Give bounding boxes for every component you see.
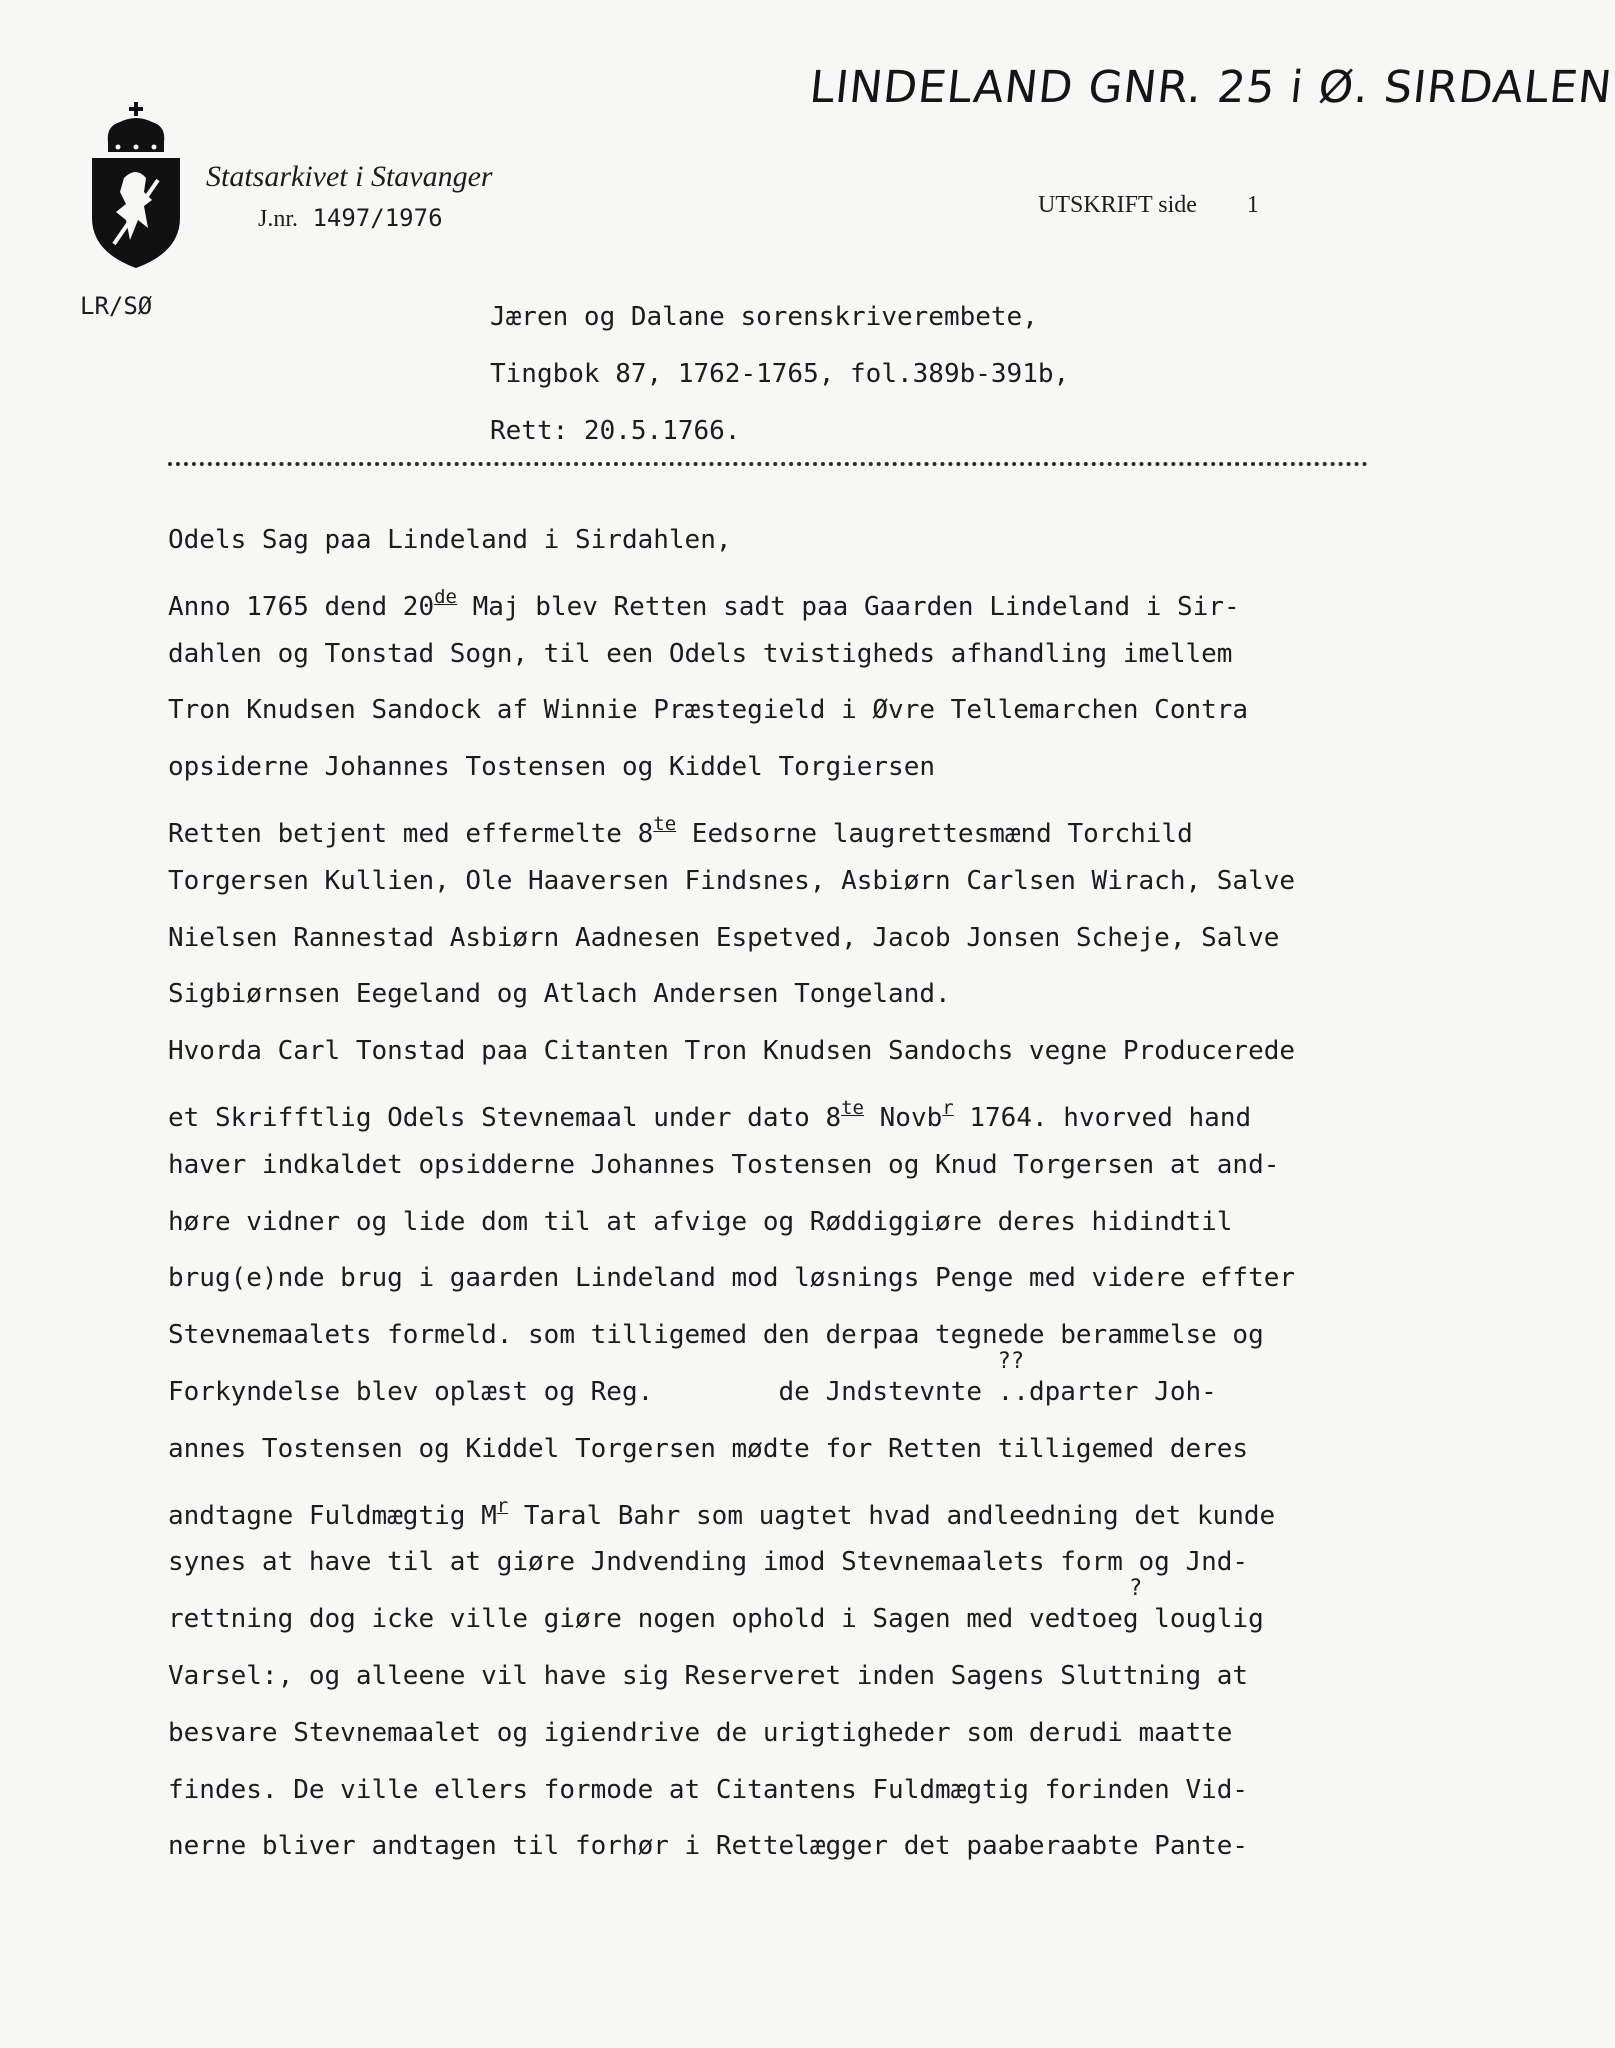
text-line: Tron Knudsen Sandock af Winnie Præstegield i Øvre Tellemarchen Contra bbox=[168, 695, 1249, 726]
transcription-body bbox=[168, 512, 1295, 1875]
uncertain-mark: ? bbox=[1128, 1576, 1143, 1602]
page-header bbox=[1038, 192, 1259, 219]
text-line: besvare Stevnemaalet og igiendrive de urigtigheder som derudi maatte bbox=[168, 1717, 1233, 1748]
text-line: Retten betjent med effermelte $8^{te}$ Eedsorne laugrettesmænd Torchild bbox=[168, 812, 1193, 849]
jnr-label: J.nr. bbox=[258, 206, 299, 232]
source-line: Tingbok 87, 1762-1765, fol.389b-391b, bbox=[490, 359, 1070, 389]
text-line: Sigbiørnsen Eegeland og Atlach Andersen Tongeland. bbox=[168, 979, 951, 1010]
archive-name: Statsarkivet i Stavanger bbox=[206, 160, 493, 193]
text-line: Varsel:, og alleene vil have sig Reserveret inden Sagens Sluttning at bbox=[168, 1660, 1249, 1691]
text-line: annes Tostensen og Kiddel Torgersen mødte for Retten tilligemed deres bbox=[168, 1433, 1249, 1464]
source-line: Rett: 20.5.1766. bbox=[490, 416, 741, 446]
text-line: opsiderne Johannes Tostensen og Kiddel Torgiersen bbox=[168, 752, 936, 783]
text-line: Anno 1765 dend 20de Maj blev Retten sadt paa Gaarden Lindeland i Sir- bbox=[168, 585, 1240, 622]
initials: LR/SØ bbox=[80, 292, 153, 320]
text-line: høre vidner og lide dom til at afvige og Røddiggiøre deres hidindtil bbox=[168, 1206, 1233, 1237]
text-line: haver indkaldet opsidderne Johannes Tostensen og Knud Torgersen at and- bbox=[168, 1149, 1280, 1180]
text-line: rettning dog icke ville giøre nogen ophold i Sagen med ? vedtoeg louglig bbox=[168, 1591, 1295, 1648]
text-line: synes at have til at giøre Jndvending imod Stevnemaalets form og Jnd- bbox=[168, 1547, 1249, 1578]
text-line: Hvorda Carl Tonstad paa Citanten Tron Knudsen Sandochs vegne Producerede bbox=[168, 1036, 1296, 1067]
text-line: Forkyndelse blev oplæst og Reg. de Jndstevnte ?? ..dparter Joh- bbox=[168, 1364, 1295, 1421]
text-line: et Skrifftlig Odels Stevnemaal under dato $8^{te}$ Novb$^r$ 1764. hvorved hand bbox=[168, 1096, 1252, 1133]
page-number: 1 bbox=[1246, 192, 1259, 218]
jnr-value: 1497/1976 bbox=[312, 204, 443, 232]
journal-number bbox=[258, 204, 443, 233]
text-line: andtagne Fuldmægtig $M^r$ Taral Bahr som uagtet hvad andleedning det kunde bbox=[168, 1494, 1276, 1531]
text-line: nerne bliver andtagen til forhør i Rettelægger det paaberaabte Pante- bbox=[168, 1831, 1249, 1862]
text-line: brug(e)nde brug i gaarden Lindeland mod løsnings Penge med videre effter bbox=[168, 1263, 1296, 1294]
text-line: Torgersen Kullien, Ole Haaversen Findsnes, Asbiørn Carlsen Wirach, Salve bbox=[168, 865, 1296, 896]
handwritten-note: LINDELAND GNR. 25 i Ø. SIRDALEN bbox=[807, 62, 1615, 113]
text-line: Stevnemaalets formeld. som tilligemed den derpaa tegnede berammelse og bbox=[168, 1320, 1264, 1351]
text-line: Nielsen Rannestad Asbiørn Aadnesen Espetved, Jacob Jonsen Scheje, Salve bbox=[168, 922, 1280, 953]
text-line: Odels Sag paa Lindeland i Sirdahlen, bbox=[168, 525, 732, 555]
source-reference bbox=[490, 289, 1069, 460]
text-line: findes. De ville ellers formode at Citantens Fuldmægtig forinden Vid- bbox=[168, 1774, 1249, 1805]
text-line: dahlen og Tonstad Sogn, til een Odels tvistigheds afhandling imellem bbox=[168, 638, 1233, 669]
dotted-divider bbox=[168, 462, 1368, 466]
source-line: Jæren og Dalane sorenskriverembete, bbox=[490, 302, 1038, 332]
coat-of-arms-icon bbox=[86, 100, 186, 270]
utskrift-label: UTSKRIFT side bbox=[1038, 192, 1197, 218]
uncertain-mark: ?? bbox=[997, 1348, 1025, 1374]
